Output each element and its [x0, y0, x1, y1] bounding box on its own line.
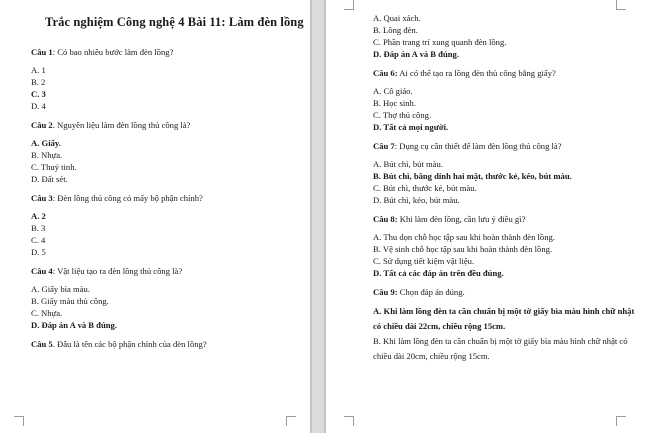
question-label: Câu 9:	[373, 287, 398, 297]
corner-mark	[344, 0, 354, 10]
option-b: B. Vệ sinh chỗ học tập sau khi hoàn thành đèn lồng.	[373, 244, 553, 254]
question-3	[31, 192, 296, 204]
option-b: B. Nhựa.	[31, 150, 63, 160]
corner-mark	[616, 416, 626, 426]
question-text: : Đèn lồng thủ công có mấy bộ phận chính?	[52, 193, 203, 203]
corner-mark	[616, 0, 626, 10]
question-text: Khi làm đèn lồng, cần lưu ý điều gì?	[397, 214, 526, 224]
question-label: Câu 3	[31, 193, 53, 203]
question-text: Ai có thể tạo ra lồng đèn thủ công bằng giấy?	[397, 68, 556, 78]
question-label: Câu 4	[31, 266, 53, 276]
option-b-answer: B. Bút chì, băng dính hai mặt, thước kẻ, kéo, bút màu.	[373, 171, 572, 181]
question-6	[373, 67, 635, 79]
question-label: Câu 6:	[373, 68, 398, 78]
question-1	[31, 46, 296, 58]
question-text: Chọn đáp án đúng.	[397, 287, 465, 297]
question-text: : Dụng cụ cần thiết để làm đèn lồng thủ công là?	[394, 141, 562, 151]
option-d: D. 4	[31, 101, 46, 111]
question-8	[373, 213, 635, 225]
question-label: Câu 8:	[373, 214, 398, 224]
question-text: : Vật liệu tạo ra đèn lồng thủ công là?	[52, 266, 183, 276]
question-text: : Có bao nhiêu bước làm đèn lồng?	[52, 47, 174, 57]
option-c-answer: C. 3	[31, 89, 46, 99]
option-a: A. Thu dọn chỗ học tập sau khi hoàn thành đèn lồng.	[373, 232, 555, 242]
option-a: A. Cô giáo.	[373, 86, 413, 96]
option-a: A. Quai xách.	[373, 13, 421, 23]
option-c: C. Bút chì, thước kẻ, bút màu.	[373, 183, 477, 193]
option-d-answer: D. Tất cả các đáp án trên đều đúng.	[373, 268, 504, 278]
question-label: Câu 1	[31, 47, 53, 57]
document-page-left	[0, 0, 310, 433]
option-a-answer: A. 2	[31, 211, 46, 221]
option-b: B. 2	[31, 77, 46, 87]
option-b: B. Học sinh.	[373, 98, 416, 108]
option-c: C. Phần trang trí xung quanh đèn lồng.	[373, 37, 507, 47]
option-d-answer: D. Đáp án A và B đúng.	[31, 320, 117, 330]
page-gutter	[310, 0, 326, 433]
option-c: C. 4	[31, 235, 46, 245]
question-2	[31, 119, 296, 131]
option-b: B. Khi làm lồng đèn ta cần chuẩn bị một tờ giấy bìa màu hình chữ nhật có chiều dài 20cm, chiều rộng 15cm.	[373, 336, 628, 361]
corner-mark	[14, 416, 24, 426]
question-9	[373, 286, 635, 298]
question-label: Câu 5	[31, 339, 53, 349]
option-b: B. 3	[31, 223, 46, 233]
option-d-answer: D. Tất cả mọi người.	[373, 122, 449, 132]
corner-mark	[286, 416, 296, 426]
question-text: . Đâu là tên các bộ phận chính của đèn lồng?	[52, 339, 207, 349]
corner-mark	[344, 416, 354, 426]
option-c: C. Sử dụng tiết kiệm vật liệu.	[373, 256, 475, 266]
option-a: A. Bút chì, bút màu.	[373, 159, 443, 169]
option-b: B. Giấy màu thủ công.	[31, 296, 109, 306]
option-a-answer: A. Khi làm lồng đèn ta cần chuẩn bị một tờ giấy bìa màu hình chữ nhật có chiều dài 22cm, chiều rộng 15cm.	[373, 306, 635, 331]
option-a: A. Giấy bìa màu.	[31, 284, 90, 294]
page-title: Trắc nghiệm Công nghệ 4 Bài 11: Làm đèn lồng	[45, 15, 304, 29]
option-b: B. Lồng đèn.	[373, 25, 418, 35]
question-5	[31, 338, 296, 350]
document-page-right	[326, 0, 650, 433]
option-a-answer: A. Giấy.	[31, 138, 61, 148]
option-d: D. Đất sét.	[31, 174, 68, 184]
question-7	[373, 140, 635, 152]
option-a: A. 1	[31, 65, 46, 75]
option-c: C. Nhựa.	[31, 308, 63, 318]
option-d: D. Bút chì, kéo, bút màu.	[373, 195, 460, 205]
option-c: C. Thợ thủ công.	[373, 110, 432, 120]
option-d-answer: D. Đáp án A và B đúng.	[373, 49, 459, 59]
question-label: Câu 2	[31, 120, 53, 130]
question-text: . Nguyên liệu làm đèn lồng thủ công là?	[52, 120, 191, 130]
option-c: C. Thuỷ tinh.	[31, 162, 77, 172]
option-d: D. 5	[31, 247, 46, 257]
question-4	[31, 265, 296, 277]
question-label: Câu 7	[373, 141, 395, 151]
